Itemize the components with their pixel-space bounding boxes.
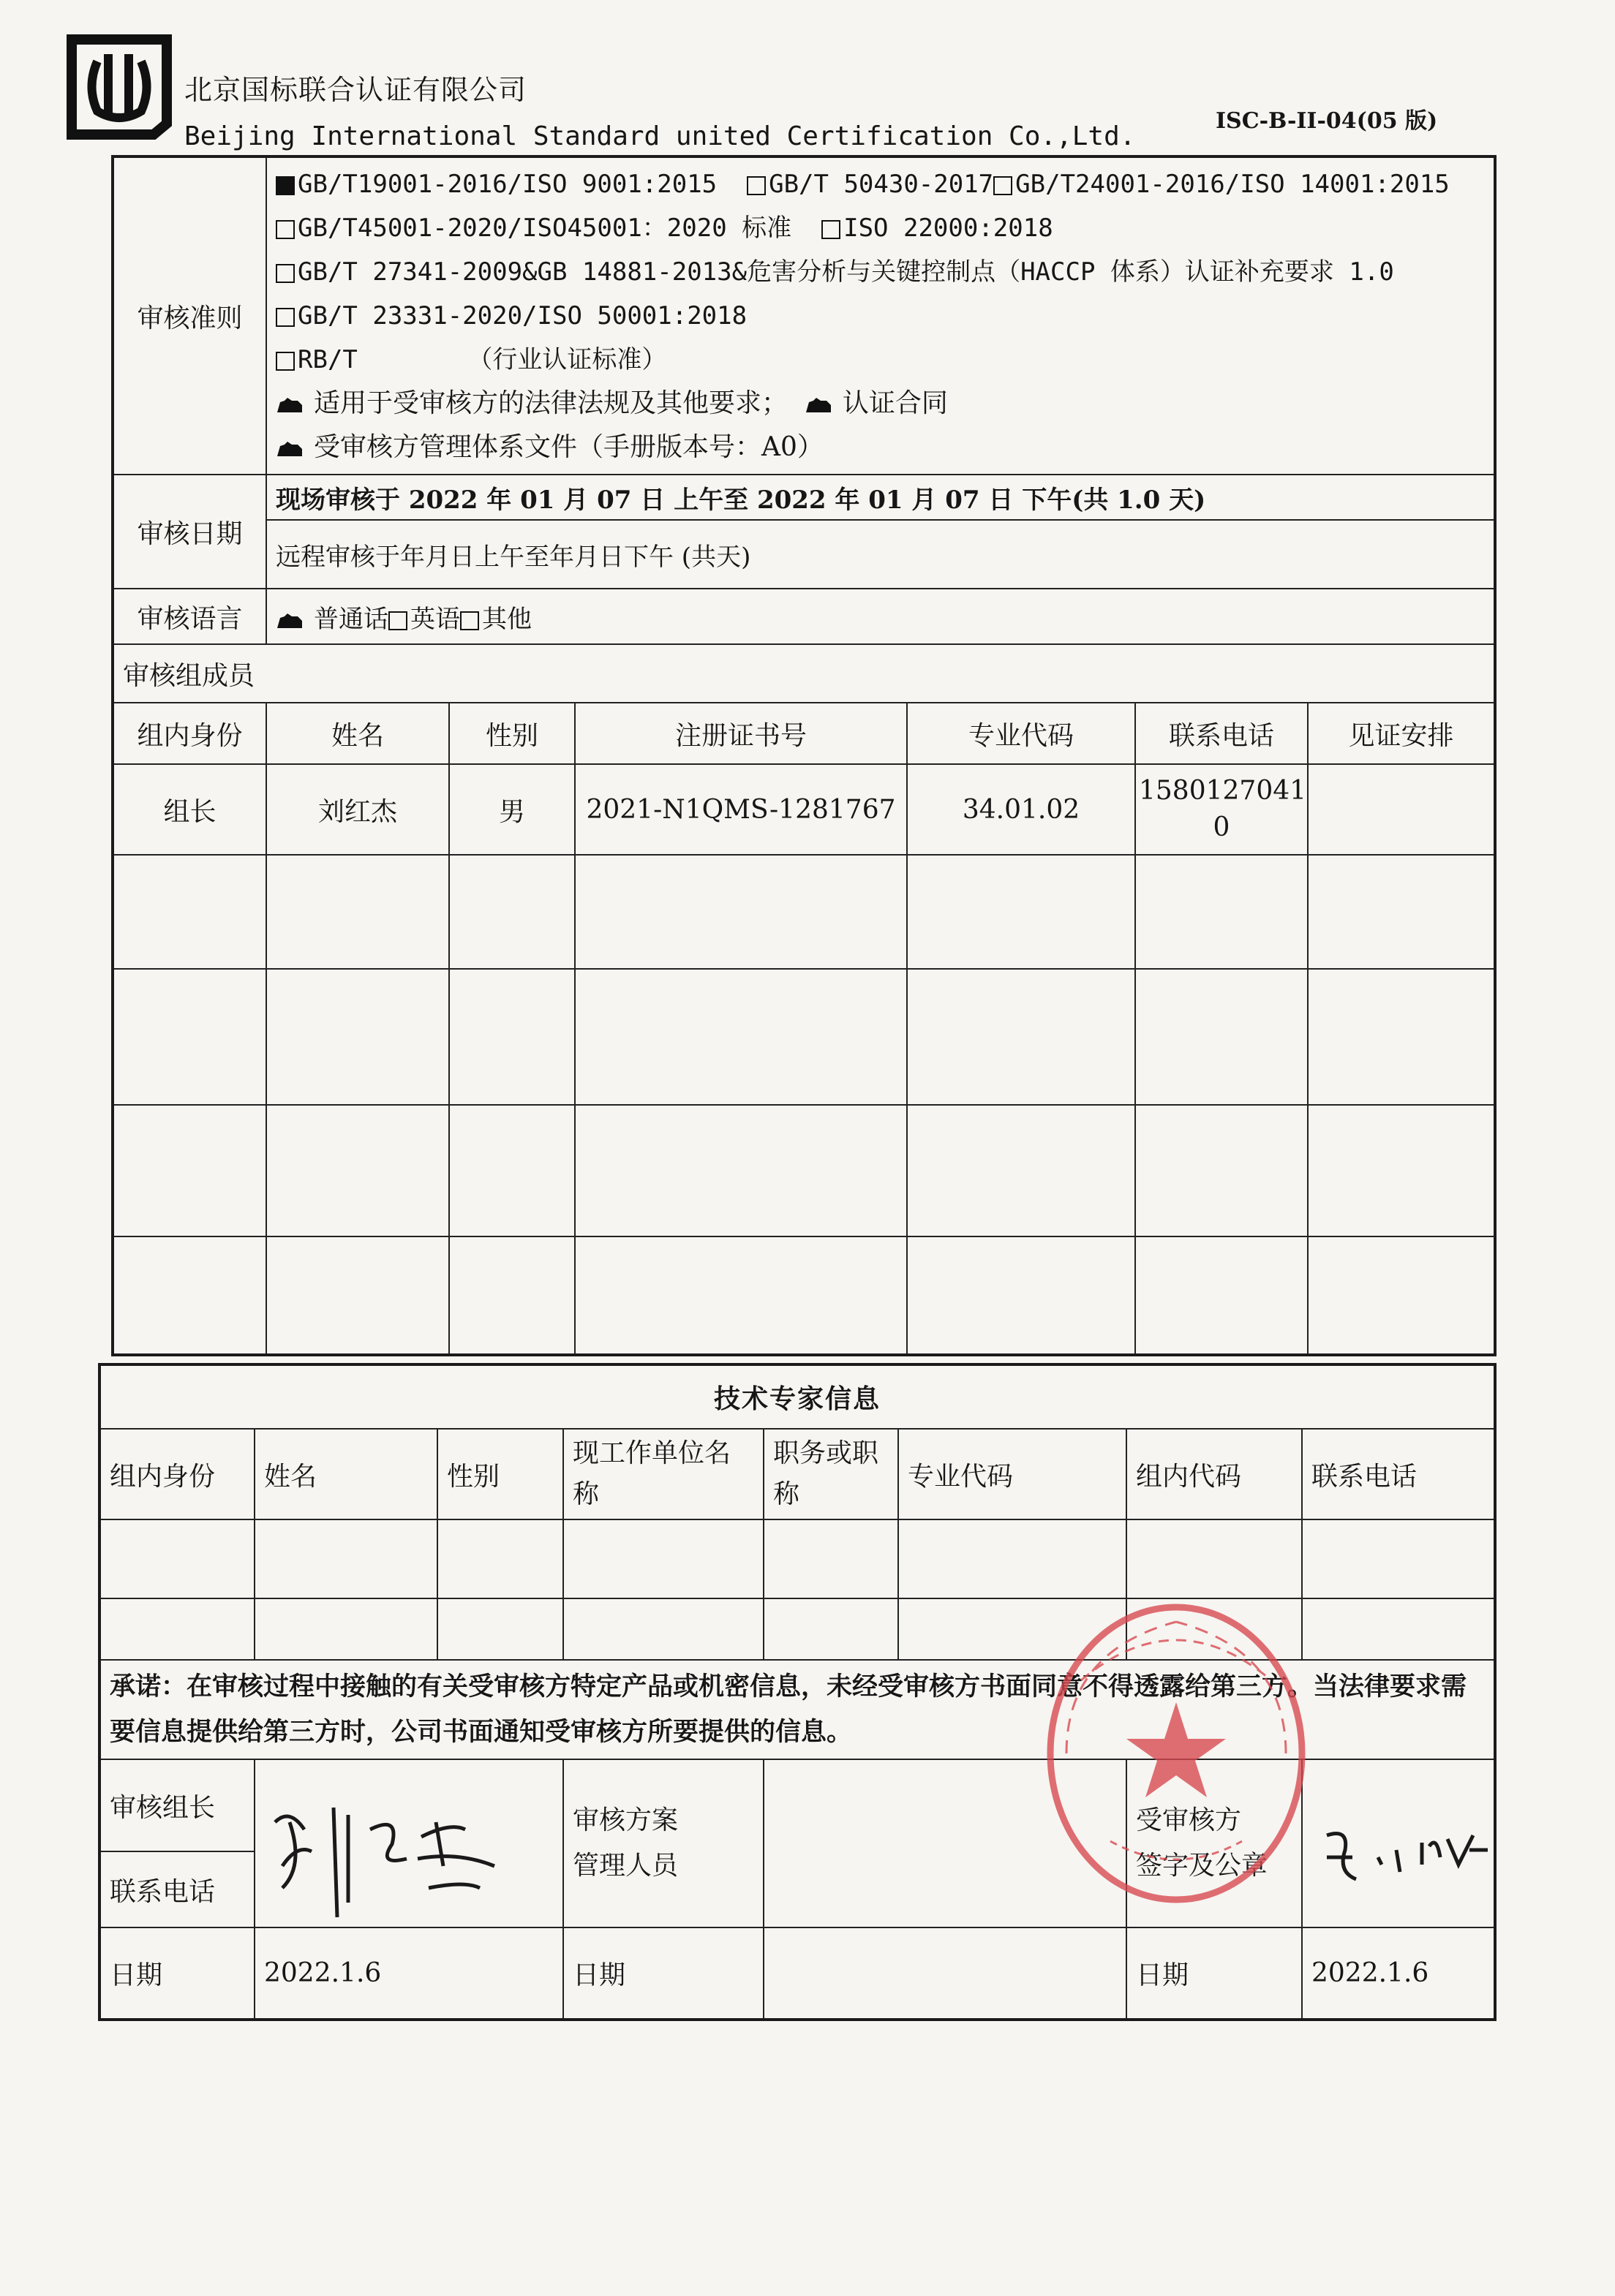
criteria-line-3: GB/T 27341-2009&GB 14881-2013&危害分析与关键控制点（HACCP 体系）认证补充要求 1.0 [276,250,1485,294]
company-logo-icon [64,32,174,142]
criteria-checkbox-rbt[interactable] [276,352,295,371]
members-header-code: 专业代码 [907,703,1135,764]
criteria-line-7 [276,426,1485,469]
language-other-checkbox[interactable] [460,611,479,630]
member-gender: 男 [449,764,575,855]
checked-mark-icon [276,396,304,414]
criteria-line-2: GB/T45001-2020/ISO45001：2020 标准 ISO 22000:2018 [276,206,1485,250]
member-name: 刘红杰 [266,764,449,855]
criteria-line-1: GB/T19001-2016/ISO 9001:2015 GB/T 50430-2017 GB/T24001-2016/ISO 14001:2015 [276,162,1485,206]
member-role: 组长 [113,764,266,855]
criteria-line-6 [276,382,1485,426]
criteria-contract-text: 认证合同 [842,388,948,418]
company-seal-stamp [1037,1593,1315,1914]
commitment-statement: 承诺：在审核过程中接触的有关受审核方特定产品或机密信息，未经受审核方书面同意不得透露给第三方。当法律要求需要信息提供给第三方时，公司书面通知受审核方所要提供的信息。 [99,1660,1495,1759]
member-cert: 2021-N1QMS-1281767 [575,764,907,855]
experts-header-gender: 性别 [437,1429,563,1519]
members-header-witness: 见证安排 [1308,703,1495,764]
experts-header-code: 专业代码 [898,1429,1126,1519]
onsite-audit-date: 现场审核于 2022 年 01 月 07 日 上午至 2022 年 01 月 07 日 下午(共 1.0 天) [266,475,1495,520]
criteria-checkbox-iso50001[interactable] [276,308,295,327]
experts-header-group-code: 组内代码 [1126,1429,1302,1519]
criteria-checkbox-iso14001[interactable] [993,176,1012,195]
audit-language-label: 审核语言 [113,589,266,644]
auditee-sign-label: 受审核方 签字及公章 [1126,1759,1302,1927]
language-other: 其他 [482,604,532,634]
form-code: ISC-B-II-04(05 版) [1216,108,1438,134]
member-row-empty [113,1105,1495,1236]
members-header-row [113,703,1495,764]
checked-mark-icon [276,440,304,458]
expert-section-title: 技术专家信息 [99,1364,1495,1429]
criteria-checkbox-iso9001[interactable] [276,176,295,195]
criteria-checkbox-haccp[interactable] [276,264,295,283]
members-header-role: 组内身份 [113,703,266,764]
member-witness [1308,764,1495,855]
expert-row-empty [99,1519,1495,1598]
experts-header-row [99,1429,1495,1519]
scheme-date [764,1927,1126,2020]
auditee-handwritten-signature [1312,1806,1495,1894]
criteria-line-4: GB/T 23331-2020/ISO 50001:2018 [276,294,1485,338]
audit-date-label: 审核日期 [113,475,266,589]
checked-mark-icon [276,612,304,630]
criteria-checkbox-iso22000[interactable] [821,220,840,239]
experts-header-role: 组内身份 [99,1429,255,1519]
auditee-date-label: 日期 [1126,1927,1302,2020]
member-row-empty [113,855,1495,969]
leader-handwritten-signature [260,1778,502,1925]
leader-phone-label: 联系电话 [99,1851,255,1927]
member-row-empty [113,969,1495,1105]
scheme-manager-label: 审核方案 管理人员 [563,1759,764,1927]
experts-header-phone: 联系电话 [1302,1429,1495,1519]
criteria-checkbox-gb50430[interactable] [747,176,766,195]
scheme-date-label: 日期 [563,1927,764,2020]
member-row [113,764,1495,855]
audit-language-options [266,589,1495,644]
experts-header-employer: 现工作单位名称 [563,1429,764,1519]
criteria-label: 审核准则 [113,156,266,475]
members-header-name: 姓名 [266,703,449,764]
experts-header-title: 职务或职称 [764,1429,898,1519]
members-header-gender: 性别 [449,703,575,764]
criteria-checkbox-iso45001[interactable] [276,220,295,239]
remote-audit-date: 远程审核于年月日上午至年月日下午 (共天) [266,520,1495,589]
language-english: 英语 [410,604,460,634]
leader-date: 2022.1.6 [255,1927,563,2020]
member-code: 34.01.02 [907,764,1135,855]
company-name-cn: 北京国标联合认证有限公司 [184,74,527,106]
experts-header-name: 姓名 [255,1429,437,1519]
auditee-date: 2022.1.6 [1302,1927,1495,2020]
criteria-manual-text: 受审核方管理体系文件（手册版本号：A0） [314,432,824,462]
language-mandarin: 普通话 [314,604,388,634]
member-row-empty [113,1236,1495,1355]
members-header-cert: 注册证书号 [575,703,907,764]
criteria-line-5: RB/T （行业认证标准） [276,338,1485,382]
leader-date-label: 日期 [99,1927,255,2020]
audit-plan-table [111,155,1497,1356]
language-english-checkbox[interactable] [388,611,407,630]
leader-sign-label: 审核组长 [99,1759,255,1851]
team-members-label: 审核组成员 [113,644,1495,703]
member-phone: 1580127041 0 [1135,764,1308,855]
company-name-en: Beijing International Standard united Certification Co.,Ltd. [184,121,1136,151]
criteria-law-text: 适用于受审核方的法律法规及其他要求； [314,388,788,418]
members-header-phone: 联系电话 [1135,703,1308,764]
checked-mark-icon [805,396,832,414]
